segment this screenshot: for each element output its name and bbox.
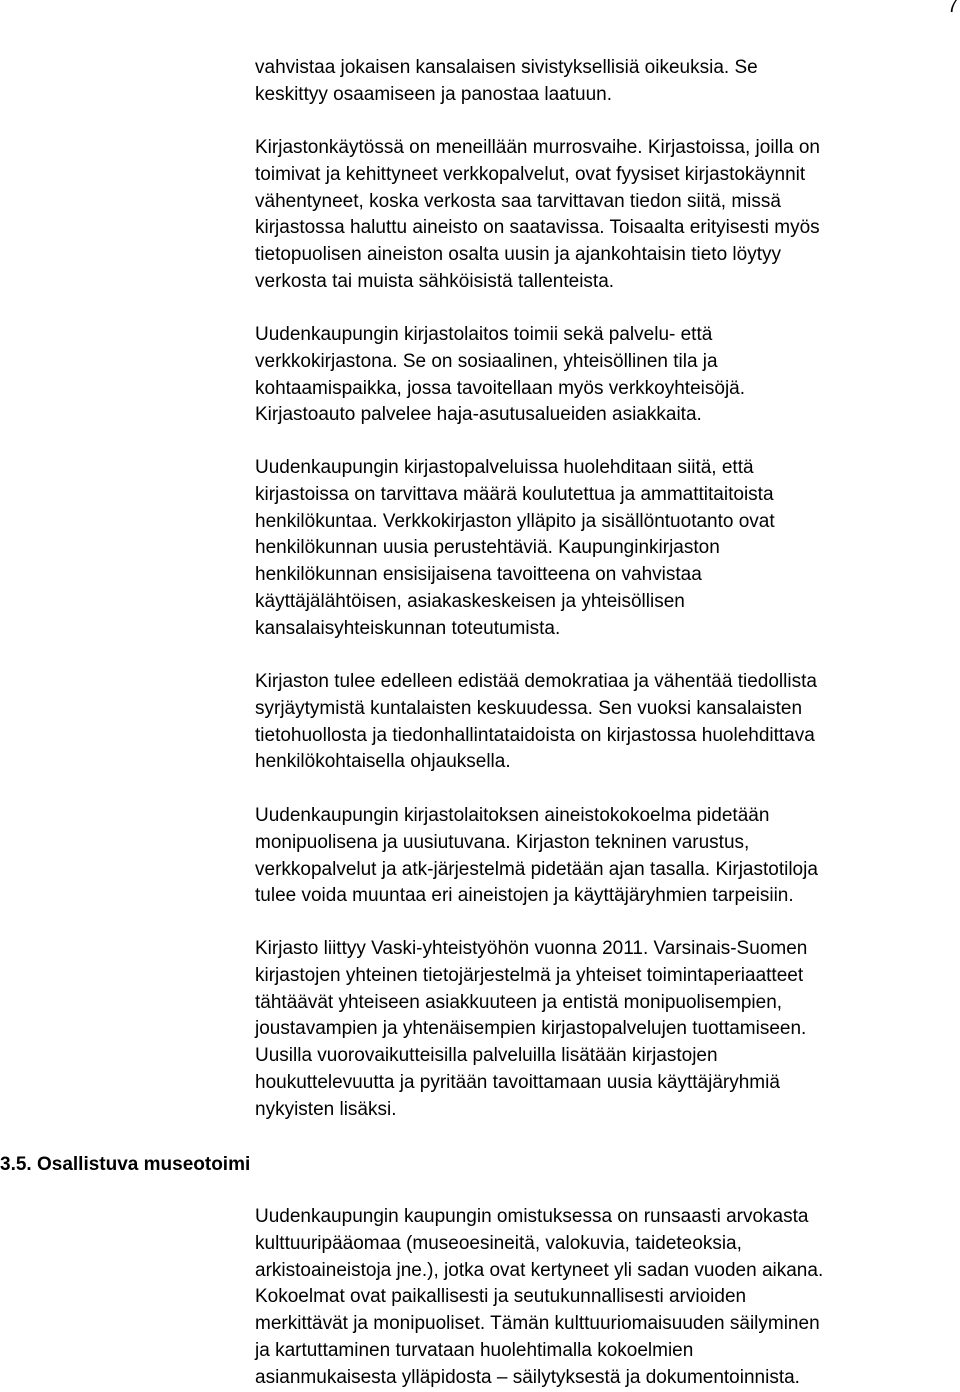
paragraph-library-role: Uudenkaupungin kirjastolaitos toimii sekä palvelu- että verkkokirjastona. Se on sosiaalinen, yhteisöllinen tila ja kohtaamispaikka, jossa tavoitellaan myös verkkoyhteisöjä. Kirjastoauto palvelee haja-asutusalueiden asiakkaita. [255, 324, 746, 426]
paragraph-library-staff: Uudenkaupungin kirjastopalveluissa huolehditaan siitä, että kirjastoissa on tarvittava määrä koulutettua ja ammattitaitoista henkilökuntaa. Verkkokirjaston ylläpito ja sisällöntuotanto ovat henkilökunnan uusia perustehtäviä. Kaupunginkirjaston henkilökunnan ensisijaisena tavoitteena on vahvistaa käyttäjälähtöisen, asiakaskeskeisen ja yhteisöllisen kansalaisyhteiskunnan toteutumista. [255, 457, 775, 639]
paragraph-vaski: Kirjasto liittyy Vaski-yhteistyöhön vuonna 2011. Varsinais-Suomen kirjastojen yhteinen tietojärjestelmä ja yhteiset toimintaperiaatteet tähtäävät yhteiseen asiakkuuteen ja entistä monipuolisempien, joustavampien ja yhtenäisempien kirjastopalvelujen tuottamiseen. Uusilla vuorovaikutteisilla palveluilla lisätään kirjastojen houkuttelevuutta ja pyritään tavoittamaan uusia käyttäjäryhmiä nykyisten lisäksi. [255, 938, 808, 1120]
paragraph-library-usage: Kirjastonkäytössä on meneillään murrosvaihe. Kirjastoissa, joilla on toimivat ja kehittyneet verkkopalvelut, ovat fyysiset kirjastokäynnit vähentyneet, koska verkosta saa tarvittavan tiedon siitä, missä kirjastossa haluttu aineisto on saatavissa. Toisaalta erityisesti myös tietopuolisen aineiston osalta uusin ja ajankohtaisin tieto löytyy verkosta tai muista sähköisistä tallenteista. [255, 137, 820, 292]
paragraph-intro: vahvistaa jokaisen kansalaisen sivistyksellisiä oikeuksia. Se keskittyy osaamiseen ja panostaa laatuun. [255, 57, 758, 105]
page-number: 7 [947, 0, 958, 17]
section-heading: 3.5. Osallistuva museotoimi [0, 1154, 251, 1175]
paragraph-museum: Uudenkaupungin kaupungin omistuksessa on runsaasti arvokasta kulttuuripääomaa (museoesineitä, valokuvia, taideteoksia, arkistoaineistoja jne.), jotka ovat kertyneet yli sadan vuoden aikana. Kokoelmat ovat paikallisesti ja seutukunnallisesti arvioiden merkittävät ja monipuoliset. Tämän kulttuuriomaisuuden säilyminen ja kartuttaminen turvataan huolehtimalla kokoelmien asianmukaisesta ylläpidosta – säilytyksestä ja dokumentoinnista. [255, 1206, 824, 1388]
paragraph-collection: Uudenkaupungin kirjastolaitoksen aineistokokoelma pidetään monipuolisena ja uusiutuvana. Kirjaston tekninen varustus, verkkopalvelut ja atk-järjestelmä pidetään ajan tasalla. Kirjastotiloja tulee voida muuntaa eri aineistojen ja käyttäjäryhmien tarpeisiin. [255, 805, 818, 907]
paragraph-democracy: Kirjaston tulee edelleen edistää demokratiaa ja vähentää tiedollista syrjäytymistä kuntalaisten keskuudessa. Sen vuoksi kansalaisten tietohuollosta ja tiedonhallintataidoista on kirjastossa huolehdittava henkilökohtaisella ohjauksella. [255, 671, 817, 773]
